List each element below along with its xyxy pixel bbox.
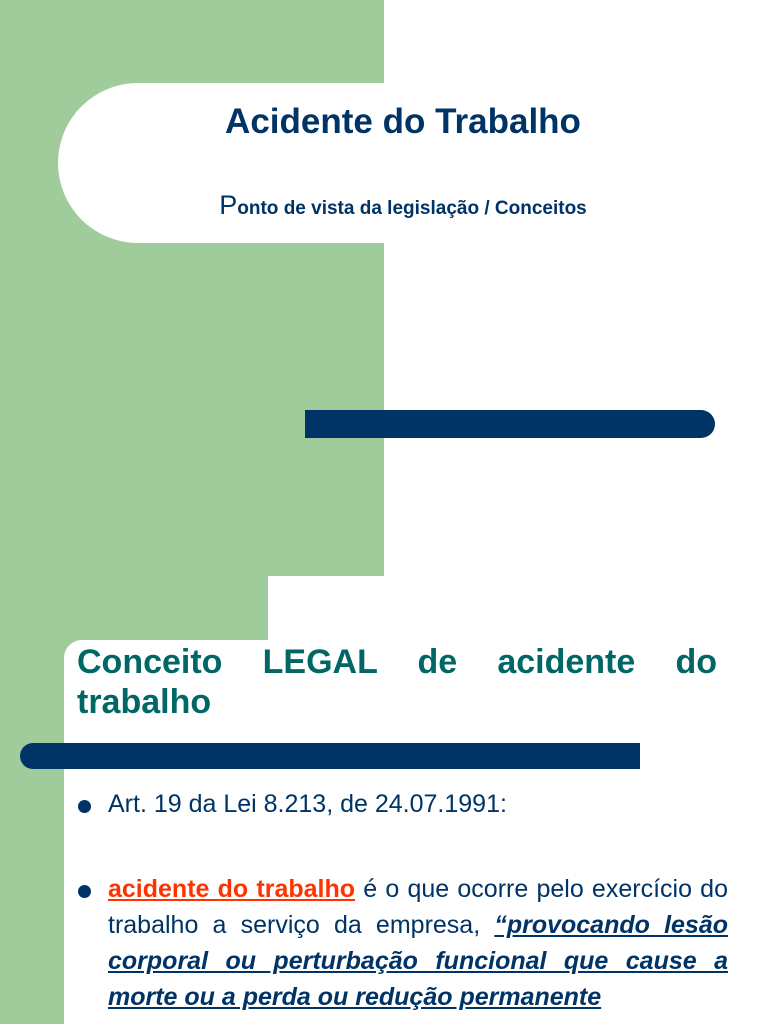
- navy-accent-bar: [305, 410, 715, 438]
- bullet-dot-icon: [78, 885, 91, 898]
- slide-1-title: Acidente do Trabalho: [225, 102, 581, 141]
- subtitle-initial: P: [219, 190, 238, 220]
- subtitle-rest: onto de vista da legislação / Conceitos: [237, 198, 587, 219]
- slide-2-title: Conceito LEGAL de acidente do trabalho: [77, 643, 717, 721]
- bullet-emphasis-text: “provocando lesão corporal ou perturbação funcional que cause a morte ou a perda ou redução permanente: [108, 911, 728, 1011]
- bullet-text: Art. 19 da Lei 8.213, de 24.07.1991:: [108, 790, 507, 818]
- list-item: [78, 786, 728, 822]
- list-item: [78, 871, 728, 1015]
- bullet-plain-text: é o que ocorre pelo exercício do trabalho a serviço da empresa,: [108, 875, 728, 939]
- navy-accent-bar: [20, 743, 640, 769]
- bullet-text: [108, 871, 728, 1015]
- bullet-dot-icon: [78, 800, 91, 813]
- slide-1-subtitle: [58, 190, 748, 221]
- highlighted-term: acidente do trabalho: [108, 875, 356, 903]
- slide-2: [0, 576, 768, 1024]
